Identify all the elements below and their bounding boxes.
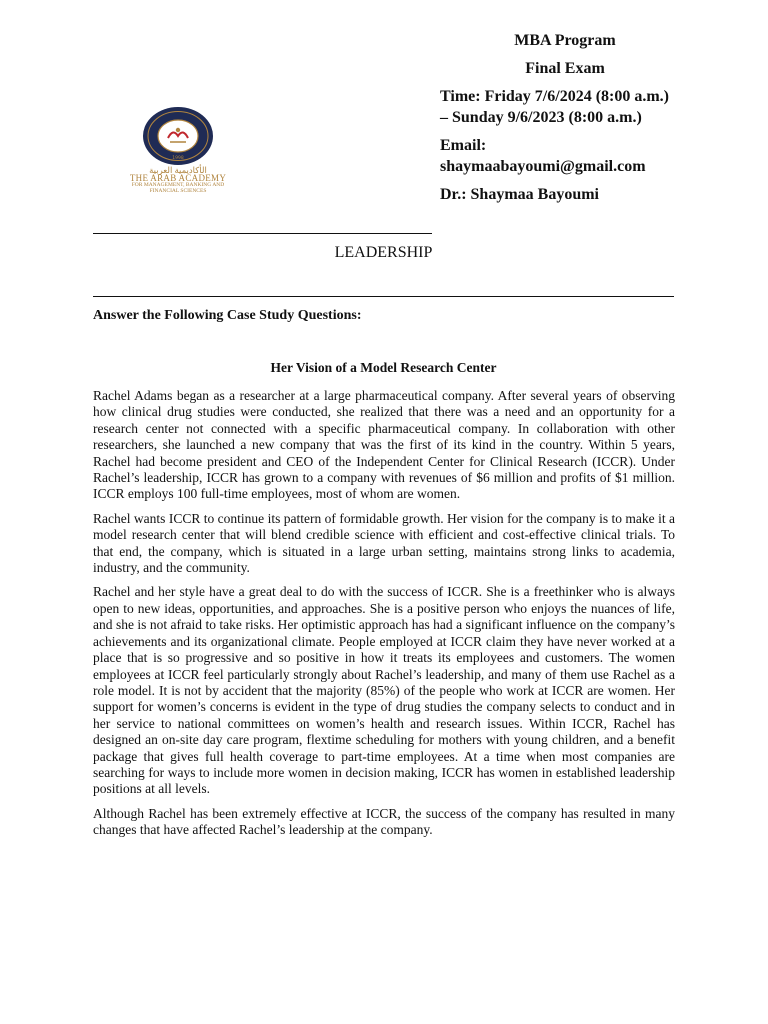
case-paragraph: Rachel Adams began as a researcher at a large pharmaceutical company. After several years of observing how clinical drug studies were conducted, she realized that there was a need and an opportunity for a research center not connected with a specific pharmaceutical company. In collaboration with other researchers, she launched a new company that was the first of its kind in the country. Within 5 years, Rachel had become president and CEO of the Independent Center for Clinical Research (ICCR). Under Rachel’s leadership, ICCR has grown to a company with revenues of $6 million and profits of $1 million. ICCR employs 100 full-time employees, most of whom are women. (93, 388, 675, 502)
subject-title: LEADERSHIP (334, 244, 433, 261)
email-label: Email: (440, 137, 487, 154)
divider-top (93, 233, 432, 234)
logo-subtitle-1: FOR MANAGEMENT, BANKING AND (131, 182, 225, 188)
instructor-name: Dr.: Shaymaa Bayoumi (440, 186, 599, 203)
exam-title: Final Exam (525, 60, 605, 77)
logo-year: 1998 (172, 156, 184, 161)
case-study-title: Her Vision of a Model Research Center (270, 360, 497, 375)
exam-time-end: – Sunday 9/6/2023 (8:00 a.m.) (440, 109, 642, 126)
program-title: MBA Program (514, 32, 616, 49)
case-paragraph: Although Rachel has been extremely effective at ICCR, the success of the company has resulted in many changes that have affected Rachel’s leadership at the company. (93, 805, 675, 838)
logo-subtitle-2: FINANCIAL SCIENCES (149, 188, 207, 194)
logo-arabic-name: الأكاديمية العربية (149, 165, 207, 175)
academy-logo (122, 106, 234, 198)
exam-header (440, 30, 740, 205)
case-paragraph: Rachel wants ICCR to continue its pattern of formidable growth. Her vision for the company is to make it a model research center that will blend credible science with efficient and cost-effective clinical trials. To that end, the company, which is situated in a large urban setting, maintains strong links to academia, industry, and the community. (93, 510, 675, 576)
logo-text (122, 166, 234, 194)
logo-name: THE ARAB ACADEMY (129, 173, 227, 183)
email-address: shaymaabayoumi@gmail.com (440, 158, 646, 175)
instruction-text: Answer the Following Case Study Questions: (93, 308, 362, 323)
exam-time-start: Time: Friday 7/6/2024 (8:00 a.m.) (440, 88, 670, 105)
case-paragraph: Rachel and her style have a great deal to do with the success of ICCR. She is a freethinker who is always open to new ideas, opportunities, and approaches. She is a positive person who enjoys the nuances of life, and she is not afraid to take risks. Her optimistic approach has had a significant influence on the company’s achievements and its organizational climate. People employed at ICCR claim they have never worked at a place that is so progressive and so positive in how it treats its employees and customers. The women employees at ICCR feel particularly strongly about Rachel’s leadership, and many of them use Rachel as a role model. It is not by accident that the majority (85%) of the people who work at ICCR are women. Her support for women’s concerns is evident in the type of drug studies the company selects to conduct and in her service to national committees on women’s health and research issues. Within ICCR, Rachel has designed an on-site day care program, flextime scheduling for mothers with young children, and a benefit package that gives full health coverage to part-time employees. At a time when most companies are searching for ways to include more women in decision making, ICCR has women in established leadership positions at all levels. (93, 584, 675, 797)
case-study-body (93, 388, 675, 847)
academy-seal-icon (142, 106, 214, 166)
divider-bottom (93, 296, 674, 297)
